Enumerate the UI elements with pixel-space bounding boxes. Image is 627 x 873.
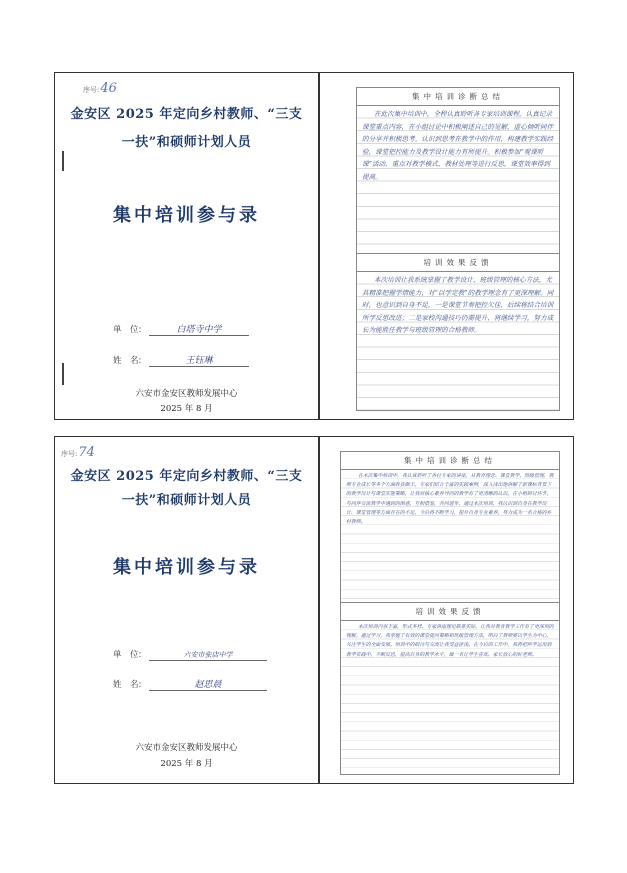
cover-date: 2025 年 8 月 xyxy=(160,404,213,414)
cover-main-title: 集中培训参与录 xyxy=(113,557,260,578)
cover-page-1 xyxy=(54,72,319,420)
summary-heading: 集中培训诊断总结 xyxy=(357,88,559,106)
margin-mark xyxy=(62,363,64,385)
unit-field xyxy=(113,648,267,661)
feedback-paragraph: 本次培训让我系统掌握了教学设计、班级管理的核心方法，尤其精准把握学情能力，对“以学定教”的教学理念有了更深理解。同时，也意识到自身不足，一是课堂节奏把控欠佳，后续将结合培训所学反思改进；二是家校沟通技巧仍需提升，将继续学习，努力成长为能胜任教学与班级管理的合格教师。 xyxy=(362,276,554,335)
sheet-page-1 xyxy=(319,72,574,420)
summary-paragraph: 在本次集中培训中，我认真聆听了各位专家的讲座，从教育理念、课堂教学、班级管理、教师专业成长等多个方面收获颇丰。专家们结合丰富的实践案例，深入浅出地讲解了新课标背景下的教学设计与课堂实施策略，让我对核心素养导向的教学有了更清晰的认识。在小组研讨环节，与同伴交流教学中遇到的困惑，互相借鉴，共同进步。通过本次培训，我认识到自身在教学设计、课堂管理等方面存在的不足，今后将不断学习，提升自身专业素养，努力成为一名合格的乡村教师。 xyxy=(346,473,554,526)
name-field xyxy=(113,353,249,367)
training-sheet xyxy=(356,87,560,411)
unit-value: 六安市张店中学 xyxy=(149,650,267,661)
cover-title-line-1: 金安区 2025 年定向乡村教师、“三支 xyxy=(70,469,303,484)
serial-label: 序号: xyxy=(61,450,78,458)
summary-text xyxy=(341,470,559,602)
summary-heading: 集中培训诊断总结 xyxy=(341,452,559,470)
feedback-paragraph: 本次培训内容丰富，形式多样。专家讲座理论联系实际，让我对教育教学工作有了更深刻的理解。通过学习，我掌握了有效的课堂提问策略和班级管理方法，明白了教师要以学生为中心，关注学生的全面发展。培训中的研讨与交流让我受益匪浅。在今后的工作中，我将把所学运用到教学实践中，不断反思，提高自身的教学水平，做一名让学生喜欢、家长放心的好老师。 xyxy=(346,624,554,658)
training-sheet xyxy=(340,451,560,775)
serial-value: 46 xyxy=(100,81,117,96)
unit-field xyxy=(113,322,249,336)
serial-number xyxy=(61,445,95,460)
unit-label: 单 位: xyxy=(113,650,142,660)
summary-paragraph: 在此次集中培训中，全程认真聆听各专家培训课程，认真记录课堂重点内容，在小组讨论中积极阐述自己的见解，虚心倾听同伴的分享并积极思考。认识到思考在教学中的作用，构建教学实践经验，课堂把控能力及教学设计能力有所提升。积极参加“观课听课”活动，重点对教学模式、教材处理等进行反思，课堂效率得到提高。 xyxy=(362,110,554,181)
cover-title-line-2: 一扶”和硕师计划人员 xyxy=(121,135,252,150)
cover-title-line-2: 一扶”和硕师计划人员 xyxy=(121,493,252,508)
feedback-heading: 培训效果反馈 xyxy=(357,253,559,272)
sheet-page-2 xyxy=(319,436,574,784)
serial-value: 74 xyxy=(78,445,95,460)
cover-date: 2025 年 8 月 xyxy=(160,759,213,769)
name-value: 王钰琳 xyxy=(149,353,249,367)
unit-value: 白塔寺中学 xyxy=(149,322,249,336)
name-field xyxy=(113,677,267,691)
summary-text xyxy=(357,106,559,253)
cover-page-2 xyxy=(54,436,319,784)
feedback-text xyxy=(341,621,559,775)
serial-label: 序号: xyxy=(83,86,100,94)
unit-label: 单 位: xyxy=(113,325,142,335)
organization: 六安市金安区教师发展中心 xyxy=(135,389,238,399)
name-label: 姓 名: xyxy=(113,680,142,690)
name-label: 姓 名: xyxy=(113,356,142,366)
serial-number xyxy=(83,81,117,96)
name-value: 赵思晨 xyxy=(149,677,267,691)
margin-mark xyxy=(62,151,64,171)
feedback-heading: 培训效果反馈 xyxy=(341,602,559,621)
organization: 六安市金安区教师发展中心 xyxy=(135,743,238,753)
cover-main-title: 集中培训参与录 xyxy=(113,205,260,226)
feedback-text xyxy=(357,272,559,411)
cover-title-line-1: 金安区 2025 年定向乡村教师、“三支 xyxy=(70,107,303,122)
